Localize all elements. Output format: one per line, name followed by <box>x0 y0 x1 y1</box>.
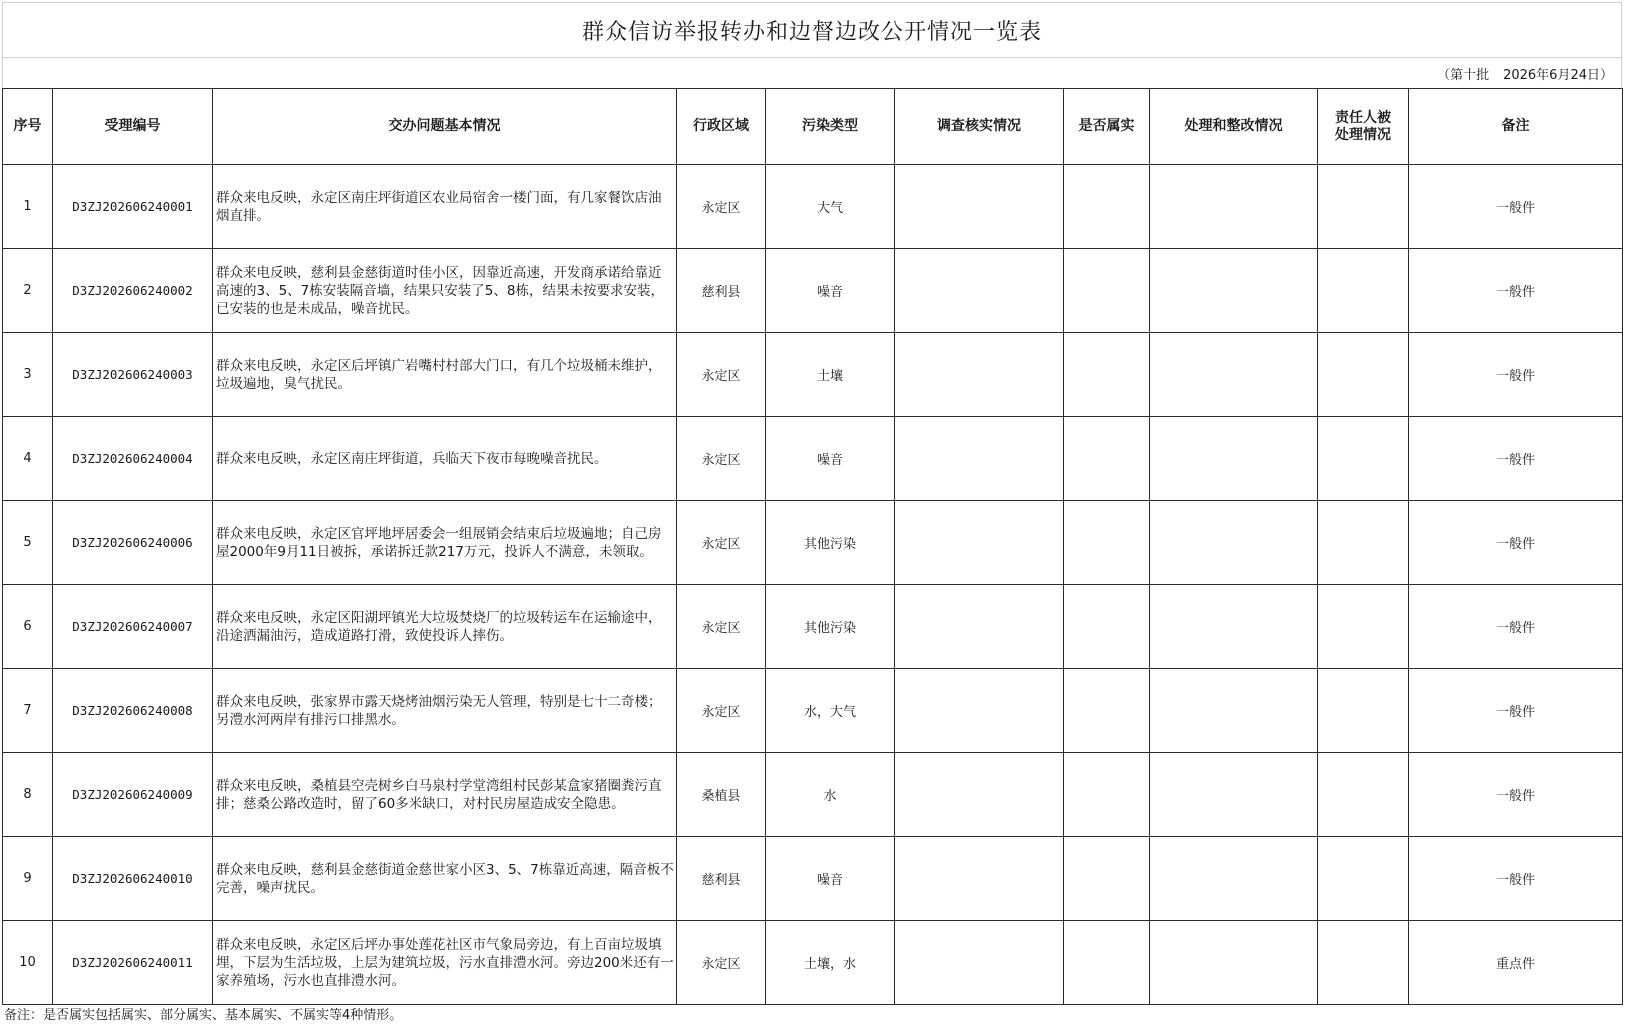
cell-pollution[interactable]: 水，大气 <box>766 669 895 753</box>
cell-code[interactable]: D3ZJ202606240008 <box>53 669 213 753</box>
cell-note[interactable]: 一般件 <box>1409 669 1623 753</box>
header-seq: 序号 <box>3 89 53 165</box>
table-row <box>3 165 1623 249</box>
header-pollution: 污染类型 <box>766 89 895 165</box>
cell-region[interactable]: 桑植县 <box>677 753 766 837</box>
cell-code[interactable]: D3ZJ202606240009 <box>53 753 213 837</box>
cell-accountability[interactable] <box>1318 837 1409 921</box>
header-desc: 交办问题基本情况 <box>213 89 677 165</box>
cell-investigation[interactable] <box>895 753 1064 837</box>
cell-desc[interactable]: 群众来电反映，慈利县金慈街道时佳小区，因靠近高速，开发商承诺给靠近高速的3、5、7栋安装隔音墙，结果只安装了5、8栋，结果未按要求安装，已安装的也是未成品，噪音扰民。 <box>213 249 677 333</box>
cell-note[interactable]: 一般件 <box>1409 837 1623 921</box>
cell-pollution[interactable]: 其他污染 <box>766 585 895 669</box>
sheet-title: 群众信访举报转办和边督边改公开情况一览表 <box>2 2 1622 58</box>
cell-region[interactable]: 永定区 <box>677 585 766 669</box>
cell-verified[interactable] <box>1064 417 1150 501</box>
cell-investigation[interactable] <box>895 417 1064 501</box>
table-row <box>3 501 1623 585</box>
cell-pollution[interactable]: 其他污染 <box>766 501 895 585</box>
cell-accountability[interactable] <box>1318 669 1409 753</box>
cell-accountability[interactable] <box>1318 333 1409 417</box>
cell-region[interactable]: 永定区 <box>677 669 766 753</box>
header-verified: 是否属实 <box>1064 89 1150 165</box>
cell-desc[interactable]: 群众来电反映，永定区南庄坪街道，兵临天下夜市每晚噪音扰民。 <box>213 417 677 501</box>
cell-accountability[interactable] <box>1318 249 1409 333</box>
cell-region[interactable]: 永定区 <box>677 333 766 417</box>
cell-desc[interactable]: 群众来电反映，永定区后坪办事处莲花社区市气象局旁边，有上百亩垃圾填埋，下层为生活垃圾，上层为建筑垃圾，污水直排澧水河。旁边200米还有一家养殖场，污水也直排澧水河。 <box>213 921 677 1005</box>
cell-note[interactable]: 一般件 <box>1409 585 1623 669</box>
cell-accountability[interactable] <box>1318 501 1409 585</box>
cell-note[interactable]: 一般件 <box>1409 417 1623 501</box>
cell-seq[interactable]: 2 <box>3 249 53 333</box>
cell-seq[interactable]: 8 <box>3 753 53 837</box>
cell-region[interactable]: 永定区 <box>677 165 766 249</box>
batch-date: 2026年6月24日） <box>1503 67 1613 83</box>
table-row <box>3 753 1623 837</box>
cell-investigation[interactable] <box>895 333 1064 417</box>
cell-note[interactable]: 一般件 <box>1409 249 1623 333</box>
cell-desc[interactable]: 群众来电反映，慈利县金慈街道金慈世家小区3、5、7栋靠近高速，隔音板不完善，噪声扰民。 <box>213 837 677 921</box>
cell-seq[interactable]: 10 <box>3 921 53 1005</box>
cell-note[interactable]: 一般件 <box>1409 753 1623 837</box>
cell-desc[interactable]: 群众来电反映，永定区南庄坪街道区农业局宿舍一楼门面，有几家餐饮店油烟直排。 <box>213 165 677 249</box>
cell-pollution[interactable]: 水 <box>766 753 895 837</box>
cell-region[interactable]: 慈利县 <box>677 249 766 333</box>
cell-desc[interactable]: 群众来电反映，桑植县空壳树乡白马泉村学堂湾组村民彭某盒家猪圈粪污直排；慈桑公路改造时，留了60多米缺口，对村民房屋造成安全隐患。 <box>213 753 677 837</box>
cell-handling[interactable] <box>1150 249 1318 333</box>
cell-desc[interactable]: 群众来电反映，永定区后坪镇广岩嘴村村部大门口，有几个垃圾桶未维护，垃圾遍地，臭气扰民。 <box>213 333 677 417</box>
cell-investigation[interactable] <box>895 837 1064 921</box>
cell-investigation[interactable] <box>895 165 1064 249</box>
cell-seq[interactable]: 3 <box>3 333 53 417</box>
header-investigation: 调查核实情况 <box>895 89 1064 165</box>
cell-handling[interactable] <box>1150 837 1318 921</box>
cell-verified[interactable] <box>1064 753 1150 837</box>
cell-pollution[interactable]: 噪音 <box>766 417 895 501</box>
cell-seq[interactable]: 6 <box>3 585 53 669</box>
cell-code[interactable]: D3ZJ202606240007 <box>53 585 213 669</box>
table-row <box>3 837 1623 921</box>
cell-region[interactable]: 永定区 <box>677 501 766 585</box>
cell-note[interactable]: 一般件 <box>1409 165 1623 249</box>
header-code: 受理编号 <box>53 89 213 165</box>
cell-investigation[interactable] <box>895 249 1064 333</box>
cell-verified[interactable] <box>1064 333 1150 417</box>
cell-desc[interactable]: 群众来电反映，永定区阳湖坪镇光大垃圾焚烧厂的垃圾转运车在运输途中，沿途洒漏油污，造成道路打滑，致使投诉人摔伤。 <box>213 585 677 669</box>
cell-handling[interactable] <box>1150 921 1318 1005</box>
cell-handling[interactable] <box>1150 417 1318 501</box>
cell-seq[interactable]: 7 <box>3 669 53 753</box>
cell-pollution[interactable]: 噪音 <box>766 837 895 921</box>
batch-label: （第十批 <box>1437 67 1490 83</box>
cell-investigation[interactable] <box>895 921 1064 1005</box>
table-row <box>3 585 1623 669</box>
cell-investigation[interactable] <box>895 501 1064 585</box>
batch-info <box>2 58 1622 88</box>
cell-accountability[interactable] <box>1318 165 1409 249</box>
cell-accountability[interactable] <box>1318 417 1409 501</box>
cell-pollution[interactable]: 土壤，水 <box>766 921 895 1005</box>
table-row <box>3 921 1623 1005</box>
cell-code[interactable]: D3ZJ202606240006 <box>53 501 213 585</box>
cell-verified[interactable] <box>1064 249 1150 333</box>
table-row <box>3 333 1623 417</box>
cell-handling[interactable] <box>1150 669 1318 753</box>
cell-desc[interactable]: 群众来电反映，张家界市露天烧烤油烟污染无人管理，特别是七十二奇楼；另澧水河两岸有排污口排黑水。 <box>213 669 677 753</box>
cell-handling[interactable] <box>1150 501 1318 585</box>
cell-note[interactable]: 一般件 <box>1409 333 1623 417</box>
cell-code[interactable]: D3ZJ202606240011 <box>53 921 213 1005</box>
cell-handling[interactable] <box>1150 585 1318 669</box>
cell-verified[interactable] <box>1064 585 1150 669</box>
cell-seq[interactable]: 1 <box>3 165 53 249</box>
complaints-table <box>2 88 1623 1005</box>
cell-verified[interactable] <box>1064 501 1150 585</box>
cell-region[interactable]: 慈利县 <box>677 837 766 921</box>
cell-code[interactable]: D3ZJ202606240002 <box>53 249 213 333</box>
cell-pollution[interactable]: 土壤 <box>766 333 895 417</box>
cell-seq[interactable]: 9 <box>3 837 53 921</box>
cell-region[interactable]: 永定区 <box>677 921 766 1005</box>
cell-accountability[interactable] <box>1318 921 1409 1005</box>
cell-handling[interactable] <box>1150 165 1318 249</box>
table-row <box>3 249 1623 333</box>
header-accountability: 责任人被处理情况 <box>1318 89 1409 165</box>
cell-code[interactable]: D3ZJ202606240010 <box>53 837 213 921</box>
cell-seq[interactable]: 4 <box>3 417 53 501</box>
cell-pollution[interactable]: 噪音 <box>766 249 895 333</box>
cell-investigation[interactable] <box>895 585 1064 669</box>
header-note: 备注 <box>1409 89 1623 165</box>
cell-handling[interactable] <box>1150 753 1318 837</box>
cell-code[interactable]: D3ZJ202606240001 <box>53 165 213 249</box>
cell-code[interactable]: D3ZJ202606240003 <box>53 333 213 417</box>
cell-verified[interactable] <box>1064 669 1150 753</box>
table-row <box>3 669 1623 753</box>
header-region: 行政区域 <box>677 89 766 165</box>
cell-accountability[interactable] <box>1318 753 1409 837</box>
cell-handling[interactable] <box>1150 333 1318 417</box>
cell-note[interactable]: 重点件 <box>1409 921 1623 1005</box>
header-handling: 处理和整改情况 <box>1150 89 1318 165</box>
cell-seq[interactable]: 5 <box>3 501 53 585</box>
cell-desc[interactable]: 群众来电反映，永定区官坪地坪居委会一组展销会结束后垃圾遍地；自己房屋2000年9月11日被拆，承诺拆迁款217万元，投诉人不满意，未领取。 <box>213 501 677 585</box>
footnote: 备注：是否属实包括属实、部分属实、基本属实、不属实等4种情形。 <box>4 1008 403 1023</box>
cell-investigation[interactable] <box>895 669 1064 753</box>
cell-pollution[interactable]: 大气 <box>766 165 895 249</box>
cell-note[interactable]: 一般件 <box>1409 501 1623 585</box>
table-header-row <box>3 89 1623 165</box>
cell-region[interactable]: 永定区 <box>677 417 766 501</box>
cell-verified[interactable] <box>1064 165 1150 249</box>
cell-verified[interactable] <box>1064 921 1150 1005</box>
cell-verified[interactable] <box>1064 837 1150 921</box>
table-row <box>3 417 1623 501</box>
cell-accountability[interactable] <box>1318 585 1409 669</box>
cell-code[interactable]: D3ZJ202606240004 <box>53 417 213 501</box>
